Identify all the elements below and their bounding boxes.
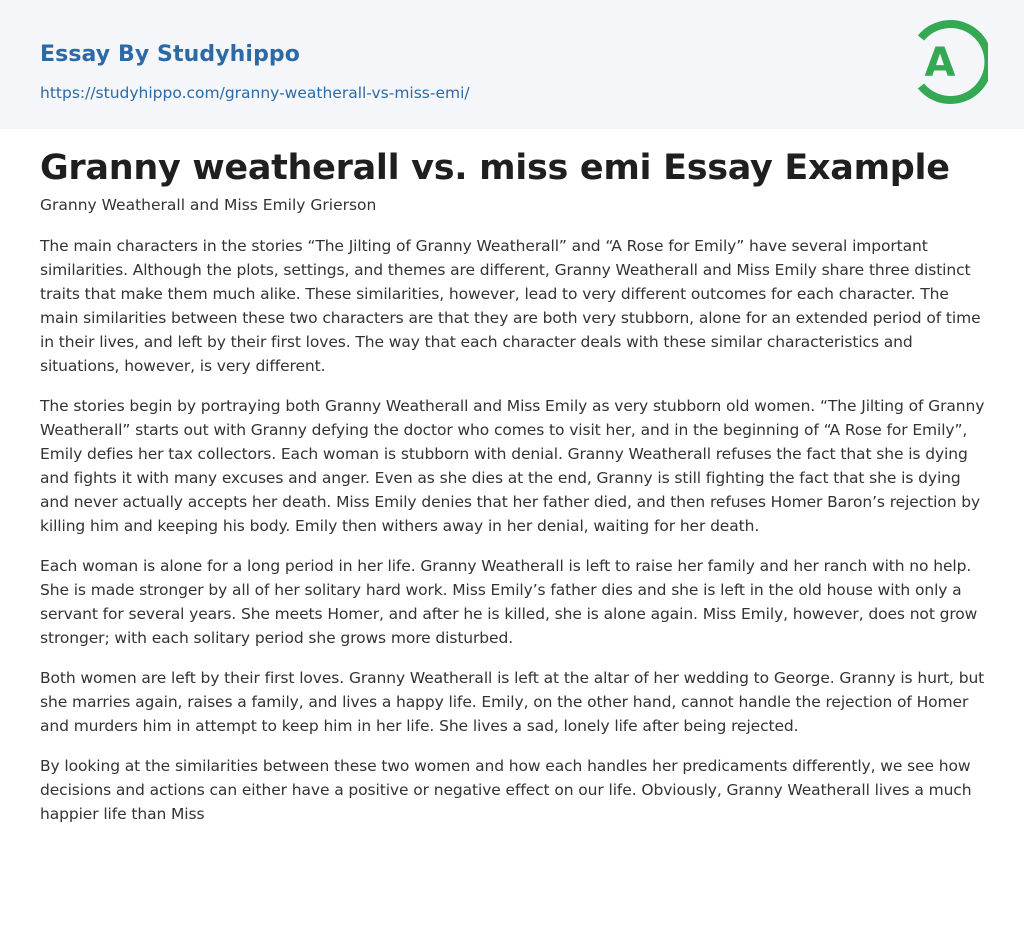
- paragraph: Both women are left by their first loves. Granny Weatherall is left at the altar of her wedding to George. Granny is hurt, but she marries again, raises a family, and lives a happy life. Emily, on the other hand, cannot handle the rejection of Homer and murders him in attempt to keep him in her life. She lives a sad, lonely life after being rejected.: [40, 669, 985, 735]
- paragraph: Each woman is alone for a long period in her life. Granny Weatherall is left to raise her family and her ranch with no help. She is made stronger by all of her solitary hard work. Miss Emily’s father dies and she is left in the old house with only a servant for several years. She meets Homer, and after he is killed, she is alone again. Miss Emily, however, does not grow stronger; with each solitary period she grows more disturbed.: [40, 557, 978, 647]
- article-subtitle: Granny Weatherall and Miss Emily Grierson: [40, 196, 377, 214]
- logo-letter: A: [924, 40, 956, 86]
- paragraph: The main characters in the stories “The Jilting of Granny Weatherall” and “A Rose for Emily” have several important similarities. Although the plots, settings, and themes are different, Granny Weatherall and Miss Emily share three distinct traits that make them much alike. These similarities, however, lead to very different outcomes for each character. The main similarities between these two characters are that they are both very stubborn, alone for an extended period of time in their lives, and left by their first loves. The way that each character deals with these similar characteristics and situations, however, is very different.: [40, 237, 981, 375]
- source-url-link[interactable]: https://studyhippo.com/granny-weatherall-vs-miss-emi/: [40, 84, 470, 102]
- paragraph: By looking at the similarities between these two women and how each handles her predicaments differently, we see how decisions and actions can either have a positive or negative effect on our life. Obviously, Granny Weatherall lives a much happier life than Miss: [40, 757, 972, 823]
- page-title: Granny weatherall vs. miss emi Essay Example: [40, 148, 950, 188]
- paragraph: The stories begin by portraying both Granny Weatherall and Miss Emily as very stubborn old women. “The Jilting of Granny Weatherall” starts out with Granny defying the doctor who comes to visit her, and in the beginning of “A Rose for Emily”, Emily defies her tax collectors. Each woman is stubborn with denial. Granny Weatherall refuses the fact that she is dying and fights it with many excuses and anger. Even as she dies at the end, Granny is still fighting the fact that she is dying and never actually accepts her death. Miss Emily denies that her father died, and then refuses Homer Baron’s rejection by killing him and keeping his body. Emily then withers away in her denial, waiting for her death.: [40, 397, 985, 535]
- site-brand[interactable]: Essay By Studyhippo: [40, 42, 300, 67]
- article-body: [40, 234, 990, 842]
